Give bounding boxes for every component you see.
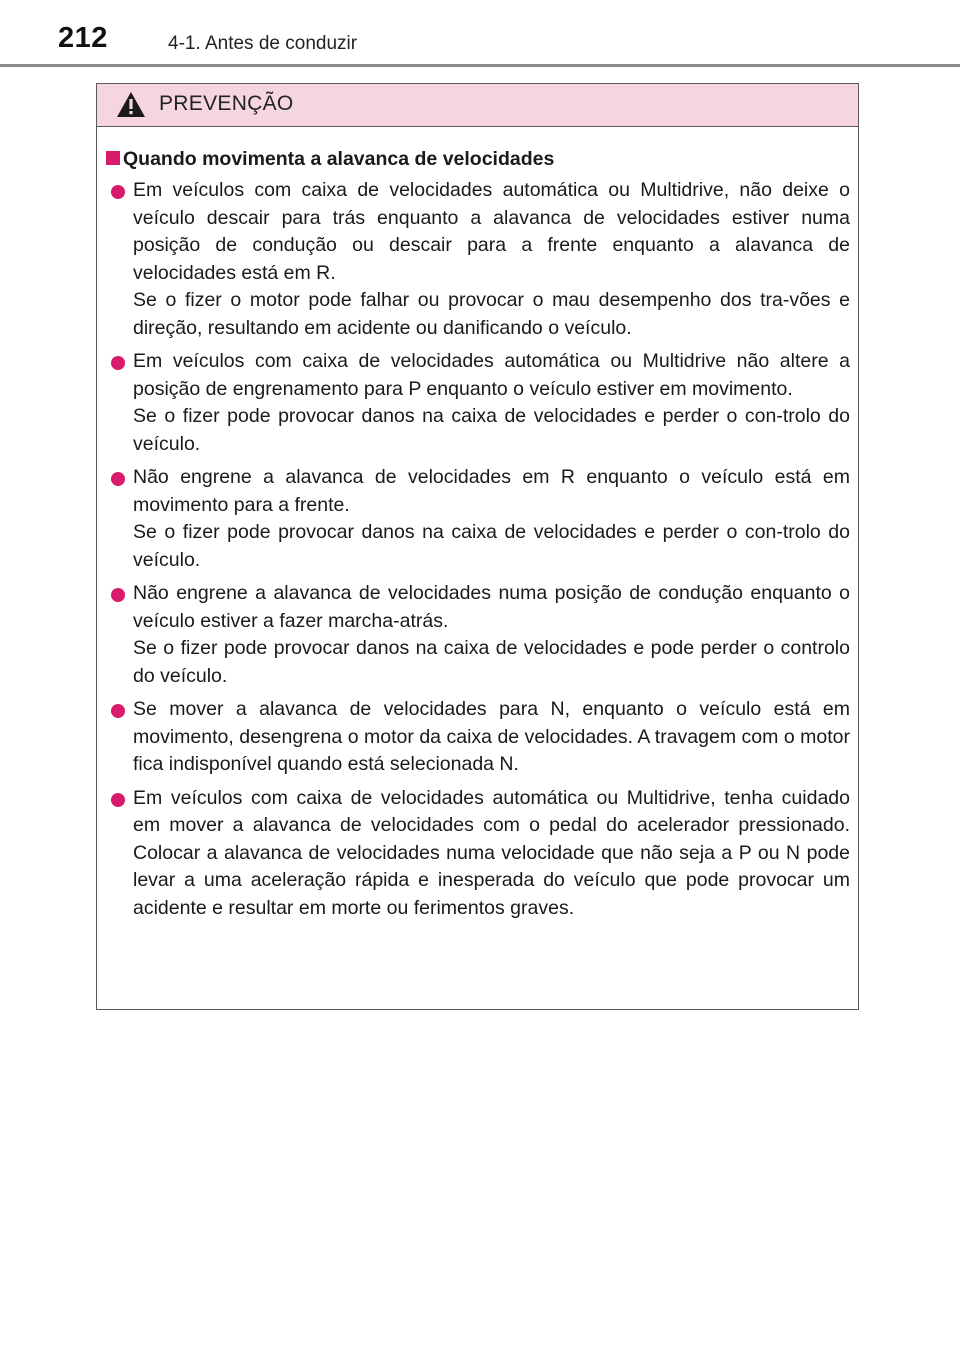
paragraph: Não engrene a alavanca de velocidades numa posição de condução enquanto o veículo estiver a fazer marcha-atrás. — [133, 582, 850, 632]
section-title: 4-1. Antes de conduzir — [168, 33, 358, 54]
warning-triangle-icon — [116, 91, 146, 118]
list-item — [103, 464, 852, 574]
paragraph: Se o fizer pode provocar danos na caixa de velocidades e perder o con-trolo do veículo. — [133, 521, 850, 571]
paragraph: Se mover a alavanca de velocidades para N, enquanto o veículo está em movimento, desengrena o motor da caixa de velocidades. A travagem com o motor fica indisponível quando está selecionada N. — [133, 698, 850, 775]
list-item — [103, 785, 852, 923]
paragraph: Se o fizer o motor pode falhar ou provocar o mau desempenho dos tra-vões e direção, resultando em acidente ou danificando o veículo. — [133, 289, 850, 339]
bullet-dot-icon — [111, 185, 125, 199]
caution-header — [97, 84, 858, 127]
page-number: 212 — [58, 22, 108, 54]
paragraph: Em veículos com caixa de velocidades automática ou Multidrive, não deixe o veículo descair para trás enquanto a alavanca de velocidades estiver numa posição de condução ou descair para a frente enquanto a alavanca de velocidades está em R. — [133, 179, 850, 284]
caution-body — [97, 127, 858, 928]
paragraph: Se o fizer pode provocar danos na caixa de velocidades e pode perder o controlo do veículo. — [133, 637, 850, 687]
header-rule — [0, 64, 960, 67]
caution-title: PREVENÇÃO — [159, 92, 294, 115]
paragraph: Em veículos com caixa de velocidades automática ou Multidrive, tenha cuidado em mover a alavanca de velocidades com o pedal do acelerador pressionado. Colocar a alavanca de velocidades numa velocidade que não seja a P ou N pode levar a uma aceleração rápida e inesperada do veículo que pode provocar um acidente e resultar em morte ou ferimentos graves. — [133, 786, 850, 919]
caution-subheading — [103, 145, 852, 173]
bullet-dot-icon — [111, 472, 125, 486]
caution-subheading-text: Quando movimenta a alavanca de velocidades — [123, 148, 555, 170]
bullet-dot-icon — [111, 356, 125, 370]
bullet-dot-icon — [111, 704, 125, 718]
paragraph: Não engrene a alavanca de velocidades em R enquanto o veículo está em movimento para a frente. — [133, 466, 850, 516]
list-item — [103, 177, 852, 342]
caution-box — [96, 83, 859, 1010]
square-bullet-icon — [106, 151, 120, 165]
paragraph: Em veículos com caixa de velocidades automática ou Multidrive não altere a posição de engrenamento para P enquanto o veículo estiver em movimento. — [133, 350, 850, 400]
bullet-dot-icon — [111, 793, 125, 807]
list-item — [103, 696, 852, 779]
paragraph: Se o fizer pode provocar danos na caixa de velocidades e perder o con-trolo do veículo. — [133, 405, 850, 455]
list-item — [103, 580, 852, 690]
page-header — [0, 0, 960, 66]
list-item — [103, 348, 852, 458]
bullet-dot-icon — [111, 588, 125, 602]
